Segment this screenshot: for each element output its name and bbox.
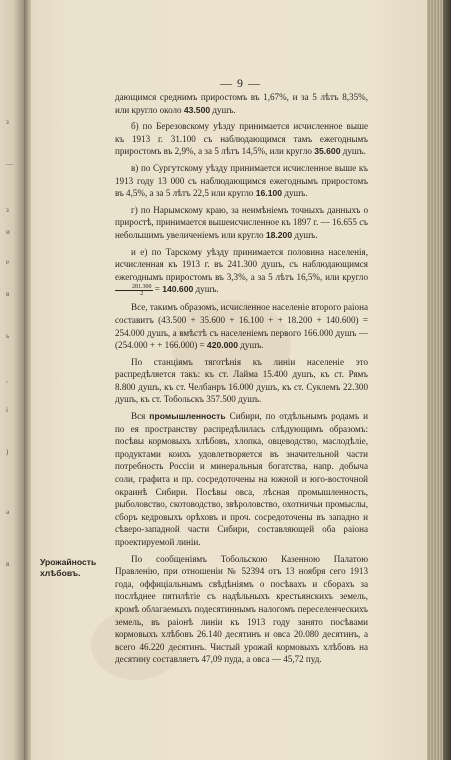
paragraph bbox=[115, 120, 368, 158]
text-run: дающимся среднимъ приростомъ въ 1,67%, и за 5 лѣтъ 8,35%, или кругло около bbox=[115, 92, 368, 115]
text-run: душъ. bbox=[210, 104, 236, 115]
fraction-numerator: 281.300 bbox=[115, 284, 153, 291]
paragraph bbox=[115, 553, 368, 666]
text-run: душъ. bbox=[292, 229, 318, 240]
bold-figure: 420.000 bbox=[206, 340, 238, 351]
gutter-shadow bbox=[24, 0, 31, 760]
text-run: в) по Сургутскому уѣзду принимается исчисленное выше къ 1913 году 13 000 съ наблюдающимся ежегоднымъ приростомъ въ 4,5%, а за 5 лѣтъ 22,5 или кругло bbox=[115, 162, 368, 199]
page-number: — 9 — bbox=[220, 76, 261, 90]
book-cover-edge bbox=[443, 0, 451, 760]
bold-figure: промышленность bbox=[149, 411, 226, 422]
text-run: душъ. bbox=[193, 284, 219, 295]
text-run: Вся bbox=[131, 411, 150, 422]
bold-figure: 18.200 bbox=[265, 229, 293, 240]
text-run: По станціямъ тяготѣнія къ линіи населеніе это распредѣляется такъ: къ ст. Лайма 15.400 душъ, къ ст. Рямъ 8.800 душъ, къ ст. Челбанръ 16.000 душъ, къ ст. Суклемъ 22.300 душъ, къ ст. Тобольскъ 357.500 душъ. bbox=[115, 356, 368, 405]
text-run: душъ. bbox=[282, 188, 308, 199]
fraction-denominator: 2 bbox=[140, 291, 144, 298]
bold-figure: 16.100 bbox=[255, 188, 283, 199]
bold-figure: 140.600 bbox=[162, 284, 194, 295]
paragraph bbox=[115, 246, 368, 298]
paragraph bbox=[115, 91, 368, 116]
text-run: Сибири, по отдѣльнымъ родамъ и по ея пространству распредѣлилась слѣдующимъ образомъ: посѣвы кормовыхъ хлѣбовъ, хлопка, овцеводство, маслодѣліе, продуктами коихъ удовлетворяется въ значительной части потребность Россіи и минеральныя богатства, напр. добыча соли, графита и пр. сосредоточены на южной и юго-восточной окраинѣ Сибири. Посѣвы овса, лѣсная промышленность, рыболовство, скотоводство, звѣроловство, охотничьи промыслы, сборъ кедровыхъ орѣховъ и проч. сосредоточены въ западно и сѣверо-западной части Сибири, составляющей оба раіона проектируемой линіи. bbox=[115, 411, 368, 547]
text-run: б) по Березовскому уѣзду принимается исчисленное выше къ 1913 г. 31.100 съ наблюдающимся тамъ ежегоднымъ приростомъ въ 2,9%, а за 5 лѣтъ 14,5%, или кругло bbox=[115, 121, 368, 157]
left-page-edge: з — з и е в ь , i ) а в bbox=[0, 0, 24, 760]
text-run: г) по Нарымскому краю, за неимѣніемъ точныхъ данныхъ о приростѣ, принимается вышеисчисленное къ 1897 г. — 16.655 съ небольшимъ увеличеніемъ или кругло bbox=[115, 204, 368, 240]
margin-heading: Урожайность хлѣбовъ. bbox=[40, 557, 97, 578]
text-run: душъ. bbox=[340, 146, 366, 157]
text-run: = bbox=[152, 284, 163, 295]
paragraph bbox=[115, 301, 368, 351]
paragraph bbox=[115, 410, 368, 549]
paragraph bbox=[115, 162, 368, 200]
text-run: и е) по Тарскому уѣзду принимается половина населенія, исчисленная къ 1913 г. въ 241.300 душъ, съ наблюдающимся ежегоднымъ приростомъ въ 3,3%, а за 5 лѣтъ 16,5%, или кругло bbox=[115, 246, 368, 282]
fraction bbox=[115, 284, 153, 297]
text-run: Все, такимъ образомъ, исчисленное населеніе второго раіона составитъ (43.500 + 35.600 + 16.100 + + 18.200 + 140.600) = 254.000 душъ, а вмѣстѣ съ населеніемъ первого 166.000 душъ — (254.000 + + 166.000) = bbox=[115, 302, 368, 351]
bold-figure: 35.600 bbox=[314, 146, 341, 157]
bold-figure: 43.500 bbox=[183, 104, 211, 115]
paragraph bbox=[115, 356, 368, 406]
text-run: По сообщеніямъ Тобольскою Казенною Палатою Правленію, при отношеніи № 52394 отъ 13 ноября сего 1913 года, оффиціальнымъ свѣдѣніямъ о посѣвахъ и сборахъ за послѣднее пятилѣтіе съ надѣльныхъ крестьянскихъ земель, кромѣ облагаемыхъ подесятиннымъ налогомъ переселенческихъ земель, въ раіонѣ линіи къ 1913 году занято посѣвами кормовыхъ хлѣбовъ 26.140 десятинъ и овса 20.080 десятинъ, а всего 46.220 десятинъ. Чистый урожай кормовыхъ хлѣбовъ на десятину составляетъ 47,09 пуда, а овса — 45,72 пуд. bbox=[115, 553, 368, 665]
text-run: душъ. bbox=[238, 340, 264, 351]
paragraph bbox=[115, 204, 368, 242]
body-text bbox=[115, 91, 368, 670]
